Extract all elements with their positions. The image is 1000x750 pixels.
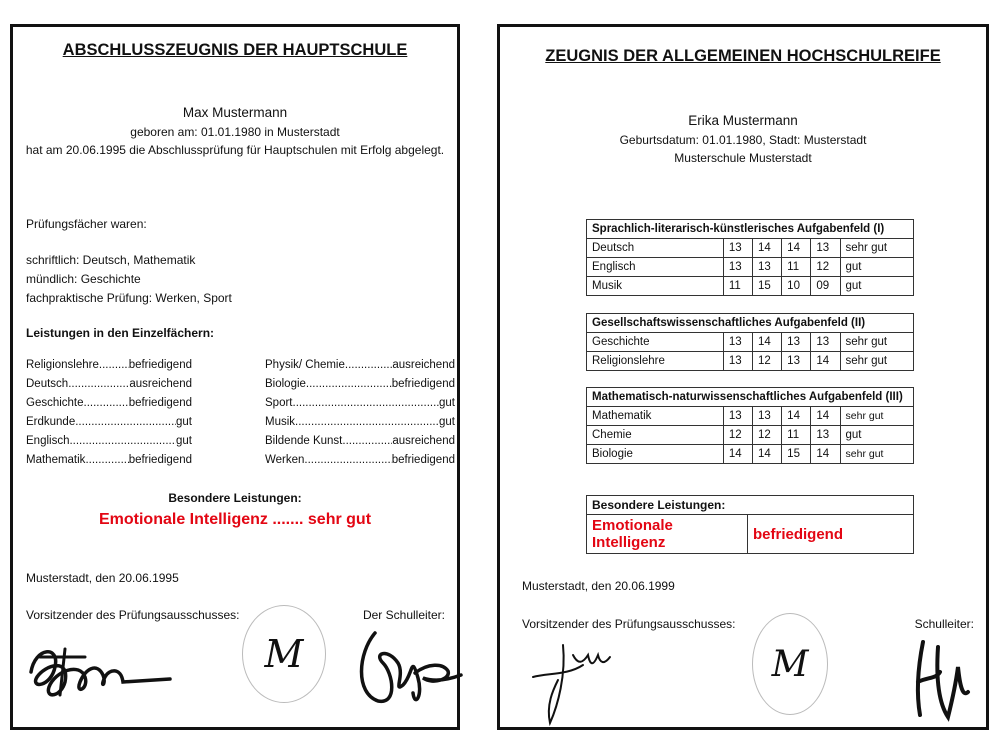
grade-cell: sehr gut bbox=[840, 352, 913, 371]
score-cell: 14 bbox=[811, 407, 840, 426]
school-seal bbox=[242, 605, 326, 703]
score-cell: 14 bbox=[753, 333, 782, 352]
score-cell: 11 bbox=[782, 426, 811, 445]
table-row bbox=[587, 352, 914, 371]
score-cell: 14 bbox=[811, 445, 840, 464]
subject-cell: Musik bbox=[587, 277, 724, 296]
grade-line bbox=[265, 416, 455, 428]
score-cell: 13 bbox=[811, 426, 840, 445]
subject-name: Deutsch bbox=[26, 378, 69, 390]
exam-statement: hat am 20.06.1995 die Abschlussprüfung für Hauptschulen mit Erfolg abgelegt. bbox=[25, 143, 445, 157]
score-cell: 13 bbox=[782, 333, 811, 352]
score-cell: 14 bbox=[723, 445, 752, 464]
dotted-leader bbox=[68, 378, 129, 390]
aufgabenfeld-table bbox=[586, 313, 914, 371]
principal-signature-label: Schulleiter: bbox=[914, 617, 974, 631]
score-cell: 13 bbox=[811, 239, 840, 258]
score-cell: 12 bbox=[811, 258, 840, 277]
subject-name: Religionslehre bbox=[26, 359, 99, 371]
birth-info: Geburtsdatum: 01.01.1980, Stadt: Musterstadt bbox=[619, 133, 867, 147]
student-name: Max Mustermann bbox=[182, 105, 288, 120]
subject-grade: befriedigend bbox=[128, 454, 192, 466]
grade-line bbox=[265, 397, 455, 409]
dotted-leader bbox=[75, 416, 176, 428]
principal-signature bbox=[353, 623, 463, 713]
place-date: Musterstadt, den 20.06.1995 bbox=[26, 571, 179, 585]
field-heading: Gesellschaftswissenschaftliches Aufgabenfeld (II) bbox=[587, 314, 914, 333]
score-cell: 11 bbox=[723, 277, 752, 296]
seal-monogram: M bbox=[771, 643, 809, 685]
score-cell: 13 bbox=[723, 239, 752, 258]
exam-subjects-heading: Prüfungsfächer waren: bbox=[26, 217, 147, 231]
table-row bbox=[587, 258, 914, 277]
grade-cell: sehr gut bbox=[840, 333, 913, 352]
score-cell: 13 bbox=[782, 352, 811, 371]
dotted-leader bbox=[69, 435, 176, 447]
grade-cell: sehr gut bbox=[840, 239, 913, 258]
special-achievements-heading: Besondere Leistungen: bbox=[587, 496, 914, 515]
score-cell: 14 bbox=[782, 239, 811, 258]
certificate-title: ZEUGNIS DER ALLGEMEINEN HOCHSCHULREIFE bbox=[545, 47, 941, 65]
abitur-certificate bbox=[497, 24, 989, 730]
subject-grade: ausreichend bbox=[392, 359, 455, 371]
grade-cell: gut bbox=[840, 258, 913, 277]
score-cell: 14 bbox=[753, 445, 782, 464]
aufgabenfeld-table bbox=[586, 387, 914, 464]
special-achievements-heading: Besondere Leistungen: bbox=[168, 491, 302, 505]
oral-exam-subjects: mündlich: Geschichte bbox=[26, 272, 141, 286]
special-achievements-table bbox=[586, 495, 914, 554]
subject-name: Werken bbox=[265, 454, 305, 466]
dotted-leader bbox=[293, 397, 440, 409]
dotted-leader bbox=[304, 454, 391, 466]
score-cell: 13 bbox=[723, 352, 752, 371]
principal-signature-label: Der Schulleiter: bbox=[362, 608, 445, 622]
subject-cell: Biologie bbox=[587, 445, 724, 464]
dotted-leader bbox=[85, 454, 128, 466]
subject-name: Biologie bbox=[265, 378, 306, 390]
subject-cell: Deutsch bbox=[587, 239, 724, 258]
student-name: Erika Mustermann bbox=[688, 113, 798, 128]
special-achievement-grade: befriedigend bbox=[748, 515, 914, 554]
grade-line bbox=[26, 435, 192, 447]
grade-cell: sehr gut bbox=[840, 445, 913, 464]
score-cell: 13 bbox=[811, 333, 840, 352]
grade-line bbox=[26, 454, 192, 466]
certificate-title: ABSCHLUSSZEUGNIS DER HAUPTSCHULE bbox=[62, 41, 408, 59]
dotted-leader bbox=[84, 397, 129, 409]
grade-cell: gut bbox=[840, 426, 913, 445]
subject-name: Physik/ Chemie bbox=[265, 359, 345, 371]
chair-signature-label: Vorsitzender des Prüfungsausschusses: bbox=[26, 608, 240, 622]
place-date: Musterstadt, den 20.06.1999 bbox=[522, 579, 675, 593]
grade-line bbox=[265, 435, 455, 447]
written-exam-subjects: schriftlich: Deutsch, Mathematik bbox=[26, 253, 196, 267]
score-cell: 14 bbox=[782, 407, 811, 426]
subject-cell: Mathematik bbox=[587, 407, 724, 426]
dotted-leader bbox=[306, 378, 392, 390]
seal-monogram: M bbox=[264, 632, 304, 676]
score-cell: 14 bbox=[811, 352, 840, 371]
dotted-leader bbox=[99, 359, 129, 371]
field-heading: Mathematisch-naturwissenschaftliches Aufgabenfeld (III) bbox=[587, 388, 914, 407]
subject-name: Mathematik bbox=[26, 454, 86, 466]
grade-line bbox=[265, 454, 455, 466]
score-cell: 11 bbox=[782, 258, 811, 277]
school-name: Musterschule Musterstadt bbox=[674, 151, 812, 165]
grade-line bbox=[26, 378, 192, 390]
subject-name: Geschichte bbox=[26, 397, 84, 409]
table-row bbox=[587, 407, 914, 426]
score-cell: 12 bbox=[753, 352, 782, 371]
subject-cell: Chemie bbox=[587, 426, 724, 445]
subject-grade: gut bbox=[176, 416, 192, 428]
grade-line bbox=[26, 416, 192, 428]
score-cell: 12 bbox=[723, 426, 752, 445]
table-row bbox=[587, 239, 914, 258]
practical-exam-subjects: fachpraktische Prüfung: Werken, Sport bbox=[26, 291, 232, 305]
table-row bbox=[587, 445, 914, 464]
performance-heading: Leistungen in den Einzelfächern: bbox=[26, 326, 215, 340]
table-row bbox=[587, 426, 914, 445]
special-achievement: Emotionale Intelligenz ....... sehr gut bbox=[98, 511, 372, 528]
subject-grade: befriedigend bbox=[128, 397, 192, 409]
school-seal bbox=[752, 613, 828, 715]
table-row bbox=[587, 277, 914, 296]
subject-cell: Religionslehre bbox=[587, 352, 724, 371]
subject-grade: befriedigend bbox=[128, 359, 192, 371]
principal-signature bbox=[908, 637, 978, 722]
score-cell: 13 bbox=[723, 333, 752, 352]
grade-line bbox=[26, 397, 192, 409]
field-heading: Sprachlich-literarisch-künstlerisches Aufgabenfeld (I) bbox=[587, 220, 914, 239]
score-cell: 12 bbox=[753, 426, 782, 445]
score-cell: 13 bbox=[723, 258, 752, 277]
chair-signature-label: Vorsitzender des Prüfungsausschusses: bbox=[522, 617, 736, 631]
aufgabenfeld-table bbox=[586, 219, 914, 296]
score-cell: 14 bbox=[753, 239, 782, 258]
subject-grade: ausreichend bbox=[129, 378, 192, 390]
subject-grade: befriedigend bbox=[391, 378, 455, 390]
subject-grade: gut bbox=[439, 397, 455, 409]
table-row bbox=[587, 333, 914, 352]
subject-grade: gut bbox=[439, 416, 455, 428]
score-cell: 09 bbox=[811, 277, 840, 296]
subject-cell: Geschichte bbox=[587, 333, 724, 352]
subject-grade: befriedigend bbox=[391, 454, 455, 466]
subject-name: Erdkunde bbox=[26, 416, 76, 428]
subject-grade: gut bbox=[176, 435, 192, 447]
subject-name: Englisch bbox=[26, 435, 70, 447]
score-cell: 15 bbox=[782, 445, 811, 464]
score-cell: 15 bbox=[753, 277, 782, 296]
dotted-leader bbox=[295, 416, 439, 428]
hauptschule-certificate bbox=[10, 24, 460, 730]
special-achievement-subject: Emotionale Intelligenz bbox=[587, 515, 748, 554]
subject-grade: ausreichend bbox=[392, 435, 455, 447]
birth-info: geboren am: 01.01.1980 in Musterstadt bbox=[130, 125, 340, 139]
subject-name: Musik bbox=[265, 416, 296, 428]
grade-line bbox=[26, 359, 192, 371]
dotted-leader bbox=[342, 435, 392, 447]
subject-name: Sport bbox=[265, 397, 293, 409]
chair-signature bbox=[528, 635, 628, 730]
score-cell: 13 bbox=[753, 407, 782, 426]
grade-cell: sehr gut bbox=[840, 407, 913, 426]
dotted-leader bbox=[345, 359, 392, 371]
score-cell: 13 bbox=[753, 258, 782, 277]
grade-cell: gut bbox=[840, 277, 913, 296]
score-cell: 13 bbox=[723, 407, 752, 426]
grade-line bbox=[265, 378, 455, 390]
chair-signature bbox=[25, 627, 175, 707]
grade-line bbox=[265, 359, 455, 371]
score-cell: 10 bbox=[782, 277, 811, 296]
subject-cell: Englisch bbox=[587, 258, 724, 277]
subject-name: Bildende Kunst bbox=[265, 435, 343, 447]
